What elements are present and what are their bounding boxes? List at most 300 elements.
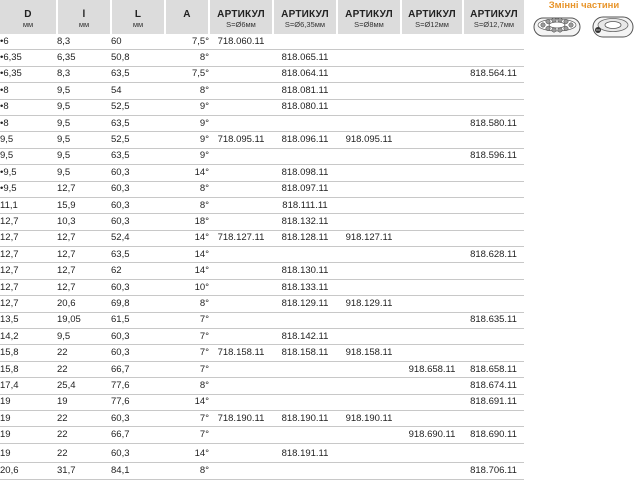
dimension-cell: 12,7 xyxy=(0,263,57,279)
spare-parts-panel xyxy=(528,0,640,42)
article-cell xyxy=(273,463,337,479)
dimension-cell: 66,7 xyxy=(111,361,165,377)
table-row xyxy=(0,214,524,230)
article-cell: 818.191.11 xyxy=(273,447,337,463)
article-cell: 718.190.11 xyxy=(209,410,273,426)
article-cell: 818.690.11 xyxy=(463,427,524,443)
dimension-cell: 54 xyxy=(111,83,165,99)
table-row xyxy=(0,410,524,426)
dimension-cell: 7° xyxy=(165,345,209,361)
table-body xyxy=(0,34,524,479)
article-cell xyxy=(463,296,524,312)
column-title: L xyxy=(134,9,142,20)
article-cell xyxy=(337,463,401,479)
dimension-cell: 66,7 xyxy=(111,427,165,443)
article-cell xyxy=(337,181,401,197)
column-unit: S=Ø12мм xyxy=(415,20,449,29)
article-cell xyxy=(463,197,524,213)
dimension-cell: 19 xyxy=(57,394,111,410)
article-cell xyxy=(463,83,524,99)
dimension-cell: 9,5 xyxy=(0,132,57,148)
table-row xyxy=(0,279,524,295)
article-cell xyxy=(337,148,401,164)
article-cell: 818.142.11 xyxy=(273,329,337,345)
dimension-cell: 22 xyxy=(57,410,111,426)
dimension-cell: 12,7 xyxy=(57,263,111,279)
article-cell xyxy=(463,50,524,66)
table-row xyxy=(0,34,524,50)
dimension-cell: 20,6 xyxy=(0,463,57,479)
dimension-cell: •8 xyxy=(0,115,57,131)
article-cell xyxy=(273,378,337,394)
table-row xyxy=(0,447,524,463)
dimension-cell: 14° xyxy=(165,230,209,246)
table-row xyxy=(0,83,524,99)
dimension-cell: 60,3 xyxy=(111,181,165,197)
article-cell xyxy=(209,66,273,82)
dimension-cell: 8° xyxy=(165,181,209,197)
dimension-cell: 14° xyxy=(165,165,209,181)
article-cell: 818.706.11 xyxy=(463,463,524,479)
article-cell xyxy=(273,312,337,328)
article-cell xyxy=(209,247,273,263)
article-cell xyxy=(209,197,273,213)
article-cell xyxy=(337,361,401,377)
dimension-cell: 18° xyxy=(165,214,209,230)
dimension-cell: 12,7 xyxy=(0,279,57,295)
article-cell xyxy=(209,463,273,479)
dimension-cell: 63,5 xyxy=(111,66,165,82)
column-title: D xyxy=(24,9,32,20)
dimension-cell: 9,5 xyxy=(57,165,111,181)
article-cell: 818.128.11 xyxy=(273,230,337,246)
dimension-cell: 63,5 xyxy=(111,115,165,131)
article-cell xyxy=(273,427,337,443)
article-cell xyxy=(337,279,401,295)
article-cell xyxy=(209,361,273,377)
article-cell xyxy=(209,83,273,99)
dimension-cell: •6,35 xyxy=(0,66,57,82)
dimension-cell: •8 xyxy=(0,83,57,99)
article-cell xyxy=(337,99,401,115)
article-cell xyxy=(337,115,401,131)
dimension-cell: 12,7 xyxy=(57,247,111,263)
dimension-cell: 52,5 xyxy=(111,99,165,115)
table-row xyxy=(0,181,524,197)
article-cell xyxy=(401,247,463,263)
dimension-cell: •9,5 xyxy=(0,165,57,181)
article-cell xyxy=(209,427,273,443)
column-unit: S=Ø12,7мм xyxy=(473,20,515,29)
dimension-cell: 19 xyxy=(0,427,57,443)
dimension-cell: 7° xyxy=(165,361,209,377)
dimension-cell: 14° xyxy=(165,263,209,279)
dimension-cell: 22 xyxy=(57,345,111,361)
dimension-cell: 60,3 xyxy=(111,214,165,230)
article-cell xyxy=(401,230,463,246)
table-row xyxy=(0,132,524,148)
table-row xyxy=(0,378,524,394)
article-cell xyxy=(337,427,401,443)
dimension-cell: 17,4 xyxy=(0,378,57,394)
dimension-cell: 8° xyxy=(165,378,209,394)
bearing-with-screw-icon xyxy=(590,12,638,40)
dimension-cell: 15,9 xyxy=(57,197,111,213)
article-cell xyxy=(337,197,401,213)
article-cell xyxy=(463,279,524,295)
dimension-cell: 60,3 xyxy=(111,329,165,345)
column-title: АРТИКУЛ xyxy=(470,9,518,20)
article-cell xyxy=(463,132,524,148)
article-cell xyxy=(463,34,524,50)
article-cell xyxy=(401,329,463,345)
article-cell: 818.691.11 xyxy=(463,394,524,410)
column-header-7 xyxy=(401,0,463,34)
column-title: A xyxy=(183,9,191,20)
dimension-cell: 20,6 xyxy=(57,296,111,312)
article-cell: 818.064.11 xyxy=(273,66,337,82)
dimension-cell: 50,8 xyxy=(111,50,165,66)
dimension-cell: 8° xyxy=(165,50,209,66)
article-cell xyxy=(401,463,463,479)
dimension-cell: 77,6 xyxy=(111,378,165,394)
dimension-cell: 25,4 xyxy=(57,378,111,394)
table-row xyxy=(0,296,524,312)
article-cell xyxy=(209,329,273,345)
article-cell xyxy=(463,345,524,361)
article-cell xyxy=(401,214,463,230)
article-cell: 818.564.11 xyxy=(463,66,524,82)
dimension-cell: 12,7 xyxy=(0,214,57,230)
article-cell xyxy=(401,181,463,197)
dimension-cell: 12,7 xyxy=(0,247,57,263)
table-row xyxy=(0,197,524,213)
article-cell xyxy=(401,345,463,361)
article-cell xyxy=(401,296,463,312)
dimension-cell: 6,35 xyxy=(57,50,111,66)
article-cell: 818.596.11 xyxy=(463,148,524,164)
article-cell: 918.658.11 xyxy=(401,361,463,377)
table-header-row xyxy=(0,0,524,34)
dimension-cell: 19 xyxy=(0,394,57,410)
article-cell: 818.096.11 xyxy=(273,132,337,148)
article-cell: 918.190.11 xyxy=(337,410,401,426)
article-cell xyxy=(209,115,273,131)
dimension-cell: 60,3 xyxy=(111,197,165,213)
dimension-cell: 9° xyxy=(165,99,209,115)
dimension-cell: 60,3 xyxy=(111,279,165,295)
article-cell: 918.158.11 xyxy=(337,345,401,361)
article-cell: 818.097.11 xyxy=(273,181,337,197)
dimension-cell: 12,7 xyxy=(57,279,111,295)
column-title: l xyxy=(82,9,86,20)
article-cell xyxy=(273,148,337,164)
article-cell xyxy=(401,165,463,181)
article-cell xyxy=(401,132,463,148)
dimension-cell: 22 xyxy=(57,361,111,377)
dimension-cell: 69,8 xyxy=(111,296,165,312)
article-cell xyxy=(337,83,401,99)
article-cell: 818.158.11 xyxy=(273,345,337,361)
article-cell xyxy=(401,197,463,213)
dimension-cell: 7° xyxy=(165,410,209,426)
dimension-cell: 8,3 xyxy=(57,66,111,82)
dimension-cell: 60 xyxy=(111,34,165,50)
dimension-cell: 12,7 xyxy=(0,296,57,312)
dimension-cell: 7° xyxy=(165,427,209,443)
column-title: АРТИКУЛ xyxy=(281,9,329,20)
article-cell xyxy=(401,394,463,410)
dimension-cell: 8° xyxy=(165,197,209,213)
dimension-cell: •6,35 xyxy=(0,50,57,66)
article-cell xyxy=(209,296,273,312)
article-cell: 818.132.11 xyxy=(273,214,337,230)
table-row xyxy=(0,463,524,479)
dimension-cell: 9,5 xyxy=(57,132,111,148)
dimension-cell: 63,5 xyxy=(111,247,165,263)
dimension-cell: 7° xyxy=(165,312,209,328)
article-cell xyxy=(209,181,273,197)
dimension-cell: •8 xyxy=(0,99,57,115)
column-unit: мм xyxy=(22,20,34,29)
article-cell: 818.098.11 xyxy=(273,165,337,181)
table-row xyxy=(0,66,524,82)
dimension-cell: 15,8 xyxy=(0,361,57,377)
column-header-0 xyxy=(0,0,57,34)
column-unit: мм xyxy=(132,20,144,29)
article-cell xyxy=(463,214,524,230)
dimension-cell: 19 xyxy=(0,410,57,426)
dimension-cell: 9,5 xyxy=(57,99,111,115)
article-cell: 818.065.11 xyxy=(273,50,337,66)
dimension-cell: •6 xyxy=(0,34,57,50)
article-cell: 818.133.11 xyxy=(273,279,337,295)
article-cell xyxy=(401,263,463,279)
dimension-cell: 9,5 xyxy=(57,115,111,131)
article-cell xyxy=(273,34,337,50)
dimension-cell: 14° xyxy=(165,447,209,463)
article-cell: 818.129.11 xyxy=(273,296,337,312)
article-cell xyxy=(463,230,524,246)
article-cell: 918.129.11 xyxy=(337,296,401,312)
article-cell xyxy=(337,50,401,66)
article-cell xyxy=(401,378,463,394)
dimension-cell: 63,5 xyxy=(111,148,165,164)
article-cell xyxy=(463,329,524,345)
article-cell: 818.130.11 xyxy=(273,263,337,279)
dimension-cell: 7,5° xyxy=(165,34,209,50)
column-unit: S=Ø8мм xyxy=(354,20,384,29)
column-header-3 xyxy=(165,0,209,34)
article-cell xyxy=(209,447,273,463)
article-cell: 818.111.11 xyxy=(273,197,337,213)
article-cell xyxy=(209,99,273,115)
dimension-cell: 9,5 xyxy=(57,329,111,345)
article-cell xyxy=(209,214,273,230)
article-cell xyxy=(273,115,337,131)
article-cell xyxy=(209,312,273,328)
dimension-cell: 14,2 xyxy=(0,329,57,345)
article-cell xyxy=(273,394,337,410)
column-header-8 xyxy=(463,0,524,34)
dimension-cell: 9° xyxy=(165,115,209,131)
article-cell: 818.580.11 xyxy=(463,115,524,131)
article-cell xyxy=(273,247,337,263)
column-unit: мм xyxy=(78,20,90,29)
table-row xyxy=(0,247,524,263)
article-cell xyxy=(337,378,401,394)
article-cell xyxy=(463,165,524,181)
dimension-cell: 60,3 xyxy=(111,345,165,361)
column-header-4 xyxy=(209,0,273,34)
article-cell: 818.080.11 xyxy=(273,99,337,115)
article-cell: 818.190.11 xyxy=(273,410,337,426)
ball-bearing-icon xyxy=(530,12,586,40)
article-cell: 918.127.11 xyxy=(337,230,401,246)
article-cell xyxy=(337,34,401,50)
dimension-cell: 12,7 xyxy=(57,230,111,246)
article-cell: 818.674.11 xyxy=(463,378,524,394)
table-row xyxy=(0,394,524,410)
dimension-cell: 7,5° xyxy=(165,66,209,82)
article-cell xyxy=(401,447,463,463)
article-cell xyxy=(463,447,524,463)
dimension-cell: 9,5 xyxy=(0,148,57,164)
article-cell xyxy=(401,410,463,426)
dimension-cell: 60,3 xyxy=(111,410,165,426)
article-cell xyxy=(209,279,273,295)
dimension-cell: 77,6 xyxy=(111,394,165,410)
article-cell xyxy=(401,279,463,295)
dimension-cell: 62 xyxy=(111,263,165,279)
dimension-cell: 8° xyxy=(165,296,209,312)
article-cell: 918.095.11 xyxy=(337,132,401,148)
dimension-cell: 12,7 xyxy=(0,230,57,246)
article-cell xyxy=(463,181,524,197)
article-cell xyxy=(463,263,524,279)
dimension-cell: 19,05 xyxy=(57,312,111,328)
article-cell xyxy=(337,263,401,279)
article-cell xyxy=(337,165,401,181)
table-row xyxy=(0,50,524,66)
article-cell xyxy=(209,378,273,394)
article-cell xyxy=(401,99,463,115)
article-cell: 718.095.11 xyxy=(209,132,273,148)
table-row xyxy=(0,99,524,115)
dimension-cell: 9° xyxy=(165,132,209,148)
dimension-cell: 22 xyxy=(57,427,111,443)
dimension-cell: 8° xyxy=(165,83,209,99)
article-cell: 818.635.11 xyxy=(463,312,524,328)
article-cell xyxy=(337,329,401,345)
dimension-cell: 84,1 xyxy=(111,463,165,479)
dimension-cell: 9° xyxy=(165,148,209,164)
dimension-cell: 7° xyxy=(165,329,209,345)
table-row xyxy=(0,148,524,164)
article-cell: 818.658.11 xyxy=(463,361,524,377)
column-title: АРТИКУЛ xyxy=(408,9,456,20)
dimension-cell: 8° xyxy=(165,463,209,479)
article-cell xyxy=(401,83,463,99)
article-cell xyxy=(337,247,401,263)
dimension-cell: 52,5 xyxy=(111,132,165,148)
dimension-cell: 52,4 xyxy=(111,230,165,246)
spare-parts-title: Змінні частини xyxy=(548,0,620,11)
dimension-cell: 19 xyxy=(0,447,57,463)
article-cell xyxy=(401,34,463,50)
dimension-cell: 13,5 xyxy=(0,312,57,328)
article-cell xyxy=(337,312,401,328)
article-cell xyxy=(209,165,273,181)
dimension-cell: 14° xyxy=(165,394,209,410)
article-cell xyxy=(401,312,463,328)
article-cell: 918.690.11 xyxy=(401,427,463,443)
article-cell xyxy=(209,263,273,279)
article-cell xyxy=(401,148,463,164)
column-title: АРТИКУЛ xyxy=(217,9,265,20)
article-cell xyxy=(463,99,524,115)
dimension-cell: 60,3 xyxy=(111,447,165,463)
dimension-cell: 15,8 xyxy=(0,345,57,361)
article-cell xyxy=(401,50,463,66)
table-row xyxy=(0,329,524,345)
dimension-cell: 11,1 xyxy=(0,197,57,213)
dimension-cell: 31,7 xyxy=(57,463,111,479)
dimension-cell: 9,5 xyxy=(57,148,111,164)
dimension-cell: 61,5 xyxy=(111,312,165,328)
table-row xyxy=(0,115,524,131)
column-title: АРТИКУЛ xyxy=(345,9,393,20)
article-cell xyxy=(337,447,401,463)
article-cell xyxy=(401,66,463,82)
dimension-cell: 10,3 xyxy=(57,214,111,230)
article-cell xyxy=(337,214,401,230)
dimension-cell: •9,5 xyxy=(0,181,57,197)
table-row xyxy=(0,345,524,361)
table-row xyxy=(0,165,524,181)
table-row xyxy=(0,427,524,443)
dimension-cell: 10° xyxy=(165,279,209,295)
dimension-cell: 8,3 xyxy=(57,34,111,50)
table-row xyxy=(0,312,524,328)
article-cell xyxy=(337,394,401,410)
article-cell: 718.158.11 xyxy=(209,345,273,361)
dimension-cell: 14° xyxy=(165,247,209,263)
column-header-1 xyxy=(57,0,111,34)
article-cell xyxy=(401,115,463,131)
column-unit: S=Ø6,35мм xyxy=(284,20,326,29)
column-header-6 xyxy=(337,0,401,34)
article-cell xyxy=(337,66,401,82)
dimension-cell: 9,5 xyxy=(57,83,111,99)
article-cell: 718.060.11 xyxy=(209,34,273,50)
dimension-cell: 12,7 xyxy=(57,181,111,197)
article-cell xyxy=(209,148,273,164)
table-row xyxy=(0,361,524,377)
article-cell: 718.127.11 xyxy=(209,230,273,246)
article-cell: 818.628.11 xyxy=(463,247,524,263)
dimension-cell: 22 xyxy=(57,447,111,463)
column-header-5 xyxy=(273,0,337,34)
article-cell xyxy=(209,50,273,66)
column-header-2 xyxy=(111,0,165,34)
column-unit: S=Ø6мм xyxy=(226,20,256,29)
article-cell xyxy=(209,394,273,410)
table-row xyxy=(0,263,524,279)
dimension-cell: 60,3 xyxy=(111,165,165,181)
article-cell xyxy=(463,410,524,426)
article-cell: 818.081.11 xyxy=(273,83,337,99)
